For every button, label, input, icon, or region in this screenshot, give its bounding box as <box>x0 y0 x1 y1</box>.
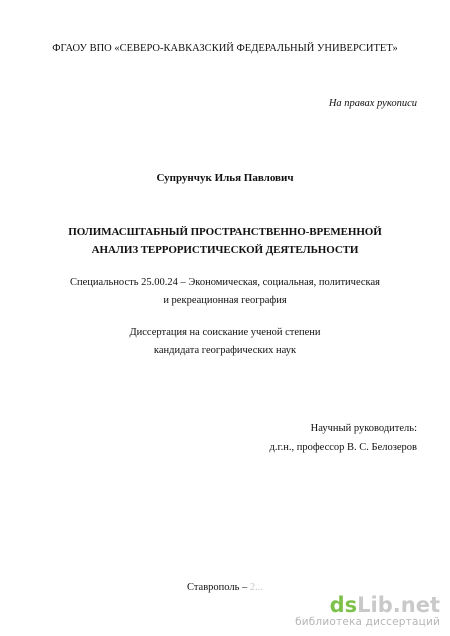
university-name: ФГАОУ ВПО «СЕВЕРО-КАВКАЗСКИЙ ФЕДЕРАЛЬНЫЙ УНИВЕРСИТЕТ» <box>52 43 398 54</box>
dissertation-title-line-1: ПОЛИМАСШТАБНЫЙ ПРОСТРАНСТВЕННО-ВРЕМЕННОЙ <box>68 226 382 238</box>
supervisor-label: Научный руководитель: <box>310 423 417 434</box>
watermark-caption: библиотека диссертаций <box>295 616 440 628</box>
year-fragment: 2... <box>249 582 264 593</box>
supervisor-name: д.г.н., профессор В. С. Белозеров <box>269 442 417 453</box>
dissertation-title-line-2: АНАЛИЗ ТЕРРОРИСТИЧЕСКОЙ ДЕЯТЕЛЬНОСТИ <box>91 244 359 256</box>
degree-line-2: кандидата географических наук <box>153 345 297 356</box>
degree-line-1: Диссертация на соискание ученой степени <box>129 327 321 338</box>
specialty-line-2: и рекреационная география <box>163 295 287 306</box>
logo-rest-part: Lib.net <box>357 593 440 617</box>
manuscript-note: На правах рукописи <box>328 98 417 109</box>
dslib-watermark <box>290 594 440 628</box>
logo-green-part: ds <box>329 593 358 617</box>
city-label: Ставрополь – <box>186 582 250 593</box>
specialty-line-1: Специальность 25.00.24 – Экономическая, социальная, политическая <box>70 277 380 288</box>
dslib-logo <box>290 594 440 616</box>
author-name: Супрунчук Илья Павлович <box>156 172 294 184</box>
